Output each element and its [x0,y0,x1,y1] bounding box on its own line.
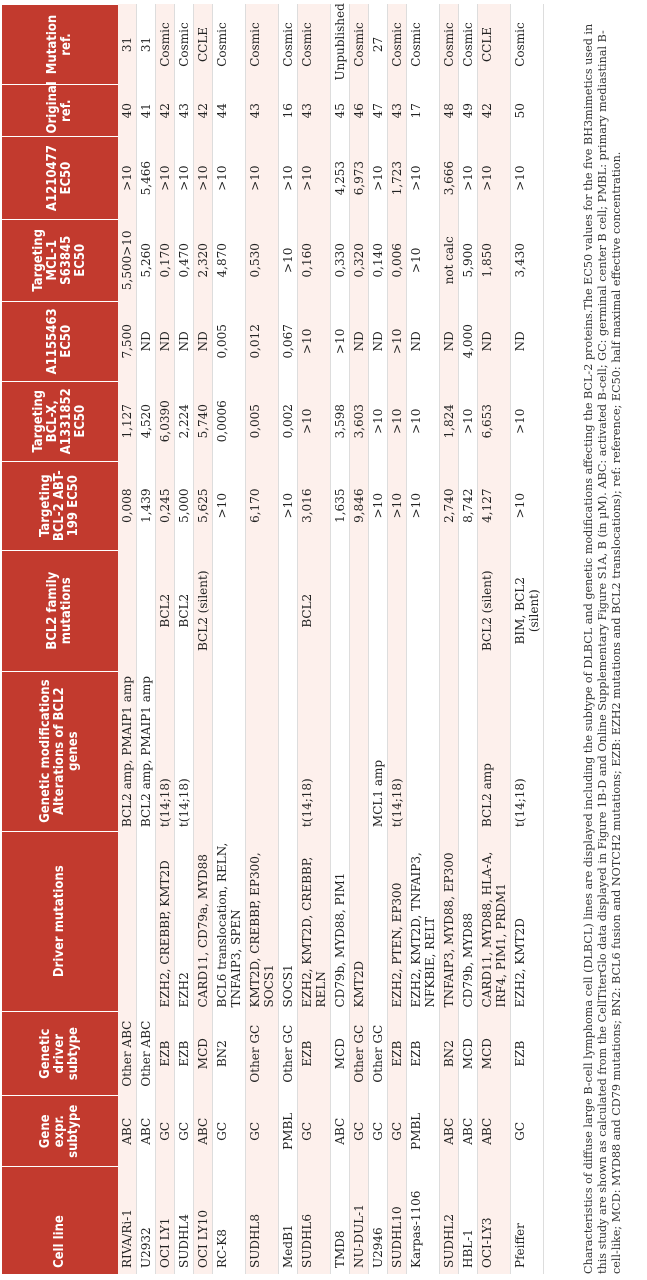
cell-cell-line: Karpas-1106 [407,1167,440,1274]
cell-mutation-ref: Cosmic [407,5,440,85]
cell-bcl2-family [388,550,407,671]
cell-abt199: >10 [279,461,298,550]
cell-cell-line: TMD8 [331,1167,350,1274]
cell-gene-expr: PMBL [279,1096,298,1167]
cell-genetic-driver: MCD [194,1011,213,1095]
cell-genetic-driver: Other ABC [137,1011,156,1095]
cell-driver-mutations: EZH2, KMT2D [511,831,544,1011]
cell-original-ref: 44 [213,85,246,138]
cell-driver-mutations [137,831,156,1011]
cell-a1210477: 5,466 [137,137,156,219]
cell-a1210477: >10 [213,137,246,219]
cell-a1210477: >10 [118,137,137,219]
dlbcl-cell-line-table [2,4,544,1274]
cell-abt199: >10 [369,461,388,550]
cell-s63845: >10 [407,219,440,301]
cell-mutation-ref: Cosmic [175,5,194,85]
cell-a1210477: >10 [246,137,279,219]
cell-bcl2-family: BCL2 [298,550,331,671]
cell-gene-expr: ABC [440,1096,459,1167]
cell-mutation-ref: CCLE [194,5,213,85]
cell-mutation-ref: Cosmic [350,5,369,85]
cell-a1155463: ND [137,301,156,381]
cell-genetic-driver: EZB [298,1011,331,1095]
cell-a1155463: ND [511,301,544,381]
cell-abt199: 8,742 [459,461,478,550]
cell-original-ref: 43 [388,85,407,138]
cell-alterations [194,671,213,831]
cell-driver-mutations [369,831,388,1011]
cell-s63845: 0,530 [246,219,279,301]
cell-original-ref: 41 [137,85,156,138]
cell-abt199: 4,127 [478,461,511,550]
cell-abt199: 3,016 [298,461,331,550]
cell-s63845: 5,500>10 [118,219,137,301]
cell-a1331852: >10 [298,381,331,461]
cell-cell-line: NU-DUL-1 [350,1167,369,1274]
cell-a1210477: >10 [156,137,175,219]
cell-a1210477: >10 [478,137,511,219]
cell-abt199: 6,170 [246,461,279,550]
cell-cell-line: OCI LY1 [156,1167,175,1274]
cell-genetic-driver: Other GC [369,1011,388,1095]
cell-gene-expr: ABC [331,1096,350,1167]
cell-mutation-ref: Cosmic [279,5,298,85]
cell-original-ref: 17 [407,85,440,138]
cell-s63845: 0,330 [331,219,350,301]
table-row [440,5,459,1275]
table-row [246,5,279,1275]
header-bcl2-family: BCL2 family mutations [2,550,118,671]
cell-cell-line: Pfeiffer [511,1167,544,1274]
cell-genetic-driver: MCD [459,1011,478,1095]
cell-bcl2-family: BCL2 [175,550,194,671]
table-row [279,5,298,1275]
cell-cell-line: SUDHL2 [440,1167,459,1274]
cell-abt199: 1,439 [137,461,156,550]
cell-abt199: 5,000 [175,461,194,550]
cell-mutation-ref: 31 [118,5,137,85]
cell-a1331852: >10 [369,381,388,461]
cell-original-ref: 48 [440,85,459,138]
cell-cell-line: OCI LY10 [194,1167,213,1274]
header-genetic-driver: Genetic driver subtype [2,1011,118,1095]
cell-a1331852: >10 [388,381,407,461]
cell-a1155463: ND [156,301,175,381]
cell-alterations: t(14;18) [175,671,194,831]
cell-s63845: 0,140 [369,219,388,301]
cell-alterations [407,671,440,831]
cell-genetic-driver: Other GC [279,1011,298,1095]
cell-mutation-ref: Cosmic [388,5,407,85]
cell-genetic-driver: BN2 [440,1011,459,1095]
cell-original-ref: 16 [279,85,298,138]
cell-abt199: 0,008 [118,461,137,550]
cell-a1210477: >10 [175,137,194,219]
cell-gene-expr: ABC [194,1096,213,1167]
table-row [118,5,137,1275]
cell-s63845: 0,470 [175,219,194,301]
cell-s63845: 0,170 [156,219,175,301]
cell-alterations: t(14;18) [388,671,407,831]
cell-a1155463: 0,067 [279,301,298,381]
table-row [350,5,369,1275]
cell-mutation-ref: 27 [369,5,388,85]
header-alterations [2,671,118,831]
header-target-bclx-b: A1155463 EC50 [2,301,118,381]
cell-a1210477: >10 [279,137,298,219]
cell-a1210477: >10 [298,137,331,219]
cell-a1331852: 3,603 [350,381,369,461]
cell-abt199: >10 [213,461,246,550]
cell-genetic-driver: Other GC [350,1011,369,1095]
cell-a1331852: 1,127 [118,381,137,461]
table-row [175,5,194,1275]
cell-driver-mutations: CD79b, MYD88 [459,831,478,1011]
cell-abt199: 1,635 [331,461,350,550]
cell-s63845: 1,850 [478,219,511,301]
cell-genetic-driver: Other ABC [118,1011,137,1095]
cell-s63845: 0,006 [388,219,407,301]
cell-original-ref: 43 [246,85,279,138]
cell-a1331852: 2,224 [175,381,194,461]
cell-abt199: 5,625 [194,461,213,550]
cell-a1331852: 6,0390 [156,381,175,461]
cell-s63845: not calc [440,219,459,301]
cell-bcl2-family [350,550,369,671]
cell-alterations [246,671,279,831]
header-cell-line: Cell line [2,1167,118,1274]
cell-a1331852: 0,0006 [213,381,246,461]
cell-alterations: t(14;18) [298,671,331,831]
cell-genetic-driver: EZB [511,1011,544,1095]
table-row [369,5,388,1275]
cell-a1210477: 3,666 [440,137,459,219]
header-target-bcl2: Targeting BCL-2 ABT-199 EC50 [2,461,118,550]
cell-a1210477: 6,973 [350,137,369,219]
cell-s63845: 0,160 [298,219,331,301]
cell-abt199: 2,740 [440,461,459,550]
cell-driver-mutations: TNFAIP3, MYD88, EP300 [440,831,459,1011]
cell-alterations: t(14;18) [511,671,544,831]
cell-a1155463: >10 [331,301,350,381]
cell-alterations [213,671,246,831]
cell-gene-expr: GC [298,1096,331,1167]
cell-gene-expr: ABC [137,1096,156,1167]
cell-a1155463: ND [369,301,388,381]
cell-a1331852: 0,002 [279,381,298,461]
cell-original-ref: 43 [298,85,331,138]
cell-genetic-driver: EZB [175,1011,194,1095]
cell-alterations [350,671,369,831]
cell-gene-expr: GC [246,1096,279,1167]
cell-a1210477: 4,253 [331,137,350,219]
cell-s63845: 0,320 [350,219,369,301]
cell-cell-line: SUDHL6 [298,1167,331,1274]
cell-original-ref: 46 [350,85,369,138]
cell-gene-expr: GC [350,1096,369,1167]
cell-cell-line: MedB1 [279,1167,298,1274]
cell-original-ref: 47 [369,85,388,138]
table-row [194,5,213,1275]
cell-a1331852: 5,740 [194,381,213,461]
cell-gene-expr: ABC [478,1096,511,1167]
table-row [213,5,246,1275]
cell-mutation-ref: 31 [137,5,156,85]
header-target-mcl1-b: A1210477 EC50 [2,137,118,219]
table-row [331,5,350,1275]
cell-driver-mutations: EZH2, CREBBP, KMT2D [156,831,175,1011]
header-target-bclx-a: Targeting BCL-X, A1331852 EC50 [2,381,118,461]
cell-original-ref: 45 [331,85,350,138]
cell-driver-mutations: SOCS1 [279,831,298,1011]
cell-alterations [331,671,350,831]
cell-a1331852: 0,005 [246,381,279,461]
cell-driver-mutations: CARD11, MYD88, HLA-A, IRF4, PIM1, PRDM1 [478,831,511,1011]
cell-alterations: BCL2 amp [478,671,511,831]
cell-original-ref: 42 [156,85,175,138]
cell-bcl2-family [118,550,137,671]
cell-s63845: 5,900 [459,219,478,301]
cell-mutation-ref: Cosmic [213,5,246,85]
header-target-mcl1-a: Targeting MCL-1 S63845 EC50 [2,219,118,301]
cell-s63845: 5,260 [137,219,156,301]
cell-bcl2-family: BCL2 (silent) [194,550,213,671]
cell-genetic-driver: Other GC [246,1011,279,1095]
cell-s63845: 2,320 [194,219,213,301]
cell-alterations: t(14;18) [156,671,175,831]
header-mutation-ref: Mutation ref. [2,5,118,85]
cell-bcl2-family [213,550,246,671]
cell-abt199: 0,245 [156,461,175,550]
table-body [118,5,544,1275]
cell-abt199: >10 [388,461,407,550]
cell-mutation-ref: Cosmic [440,5,459,85]
cell-a1331852: 1,824 [440,381,459,461]
cell-original-ref: 42 [478,85,511,138]
cell-alterations [459,671,478,831]
table-row [156,5,175,1275]
cell-original-ref: 42 [194,85,213,138]
table-caption: Characteristics of diffuse large B-cell lymphoma cell (DLBCL) lines are displayed including the subtype of DLBCL and genetic modifications affecting the BCL-2 proteins.The EC50 values for the five BH3mimetics used in this study are shown as calculated from the CellTiterGlo data displayed in Figure 1B-D and Online Supplementary Figure S1A, B (in µM). ABC: activated B-cell; GC: germinal center B cell; PMBL: primary mediastinal B-cell-like; MCD: MYD88 and CD79 mutations; BN2: BCL6 fusion and NOTCH2 mutations; EZB: EZH2 mutations and BCL2 translocations); ref: reference; EC50: half maximal effective concentration. [582,23,623,1274]
cell-gene-expr: GC [213,1096,246,1167]
cell-abt199: >10 [511,461,544,550]
cell-genetic-driver: EZB [407,1011,440,1095]
cell-bcl2-family [246,550,279,671]
cell-original-ref: 43 [175,85,194,138]
cell-driver-mutations [118,831,137,1011]
cell-bcl2-family: BIM, BCL2 (silent) [511,550,544,671]
cell-alterations [279,671,298,831]
cell-genetic-driver: EZB [388,1011,407,1095]
table-row [511,5,544,1275]
cell-abt199: >10 [407,461,440,550]
cell-a1210477: >10 [407,137,440,219]
cell-a1155463: 7,500 [118,301,137,381]
cell-driver-mutations: CARD11, CD79a, MYD88 [194,831,213,1011]
cell-a1155463: ND [350,301,369,381]
cell-a1331852: >10 [459,381,478,461]
cell-gene-expr: GC [388,1096,407,1167]
header-genetic-modifications: Genetic modifications [38,679,53,823]
cell-s63845: 4,870 [213,219,246,301]
cell-cell-line: SUDHL8 [246,1167,279,1274]
cell-mutation-ref: Unpublished [331,5,350,85]
cell-driver-mutations: CD79b, MYD88, PIM1 [331,831,350,1011]
cell-bcl2-family [459,550,478,671]
table-row [459,5,478,1275]
cell-genetic-driver: BN2 [213,1011,246,1095]
cell-driver-mutations: EZH2 [175,831,194,1011]
cell-a1331852: 6,653 [478,381,511,461]
cell-gene-expr: GC [156,1096,175,1167]
cell-bcl2-family [440,550,459,671]
cell-driver-mutations: EZH2, PTEN, EP300 [388,831,407,1011]
cell-cell-line: RIVA/Ri-1 [118,1167,137,1274]
cell-bcl2-family [407,550,440,671]
cell-a1331852: 3,598 [331,381,350,461]
cell-cell-line: RC-K8 [213,1167,246,1274]
cell-cell-line: SUDHL10 [388,1167,407,1274]
cell-mutation-ref: Cosmic [156,5,175,85]
table-row [137,5,156,1275]
cell-cell-line: U2932 [137,1167,156,1274]
cell-s63845: >10 [279,219,298,301]
cell-driver-mutations: BCL6 translocation, RELN, TNFAIP3, SPEN [213,831,246,1011]
cell-a1331852: >10 [407,381,440,461]
cell-a1210477: >10 [511,137,544,219]
cell-driver-mutations: EZH2, KMT2D, TNFAIP3, NFKBIE, RELT [407,831,440,1011]
cell-original-ref: 49 [459,85,478,138]
cell-a1155463: >10 [388,301,407,381]
cell-bcl2-family: BCL2 [156,550,175,671]
cell-a1210477: 1,723 [388,137,407,219]
cell-mutation-ref: Cosmic [459,5,478,85]
cell-a1331852: 4,520 [137,381,156,461]
header-original-ref: Original ref. [2,85,118,138]
header-alterations-label: Alterations of BCL2 genes [52,687,81,815]
cell-alterations [440,671,459,831]
cell-a1331852: >10 [511,381,544,461]
cell-original-ref: 40 [118,85,137,138]
cell-mutation-ref: Cosmic [246,5,279,85]
cell-a1155463: 4,000 [459,301,478,381]
cell-alterations: BCL2 amp, PMAIP1 amp [137,671,156,831]
table-header [2,5,118,1275]
table-row [478,5,511,1275]
cell-a1155463: ND [407,301,440,381]
cell-driver-mutations: EZH2, KMT2D, CREBBP, RELN [298,831,331,1011]
table-row [298,5,331,1275]
cell-gene-expr: GC [369,1096,388,1167]
cell-a1155463: >10 [298,301,331,381]
cell-original-ref: 50 [511,85,544,138]
cell-a1155463: ND [194,301,213,381]
cell-cell-line: U2946 [369,1167,388,1274]
cell-mutation-ref: Cosmic [511,5,544,85]
cell-a1155463: 0,012 [246,301,279,381]
cell-bcl2-family [137,550,156,671]
cell-s63845: 3,430 [511,219,544,301]
cell-cell-line: OCI-LY3 [478,1167,511,1274]
cell-bcl2-family: BCL2 (silent) [478,550,511,671]
cell-gene-expr: GC [175,1096,194,1167]
cell-cell-line: HBL-1 [459,1167,478,1274]
header-driver-mutations: Driver mutations [2,831,118,1011]
cell-bcl2-family [331,550,350,671]
cell-a1210477: >10 [459,137,478,219]
cell-cell-line: SUDHL4 [175,1167,194,1274]
cell-gene-expr: ABC [118,1096,137,1167]
table-row [388,5,407,1275]
cell-mutation-ref: Cosmic [298,5,331,85]
cell-a1210477: >10 [369,137,388,219]
cell-bcl2-family [369,550,388,671]
cell-bcl2-family [279,550,298,671]
cell-gene-expr: GC [511,1096,544,1167]
cell-a1155463: ND [478,301,511,381]
cell-abt199: 9,846 [350,461,369,550]
table-row [407,5,440,1275]
cell-alterations: BCL2 amp, PMAIP1 amp [118,671,137,831]
cell-a1210477: >10 [194,137,213,219]
cell-alterations: MCL1 amp [369,671,388,831]
cell-driver-mutations: KMT2D, CREBBP, EP300, SOCS1 [246,831,279,1011]
cell-a1155463: ND [440,301,459,381]
cell-a1155463: 0,005 [213,301,246,381]
cell-mutation-ref: CCLE [478,5,511,85]
cell-driver-mutations: KMT2D [350,831,369,1011]
cell-genetic-driver: EZB [156,1011,175,1095]
cell-genetic-driver: MCD [331,1011,350,1095]
cell-gene-expr: PMBL [407,1096,440,1167]
cell-genetic-driver: MCD [478,1011,511,1095]
cell-a1155463: ND [175,301,194,381]
cell-gene-expr: ABC [459,1096,478,1167]
header-gene-expr: Gene expr. subtype [2,1096,118,1167]
